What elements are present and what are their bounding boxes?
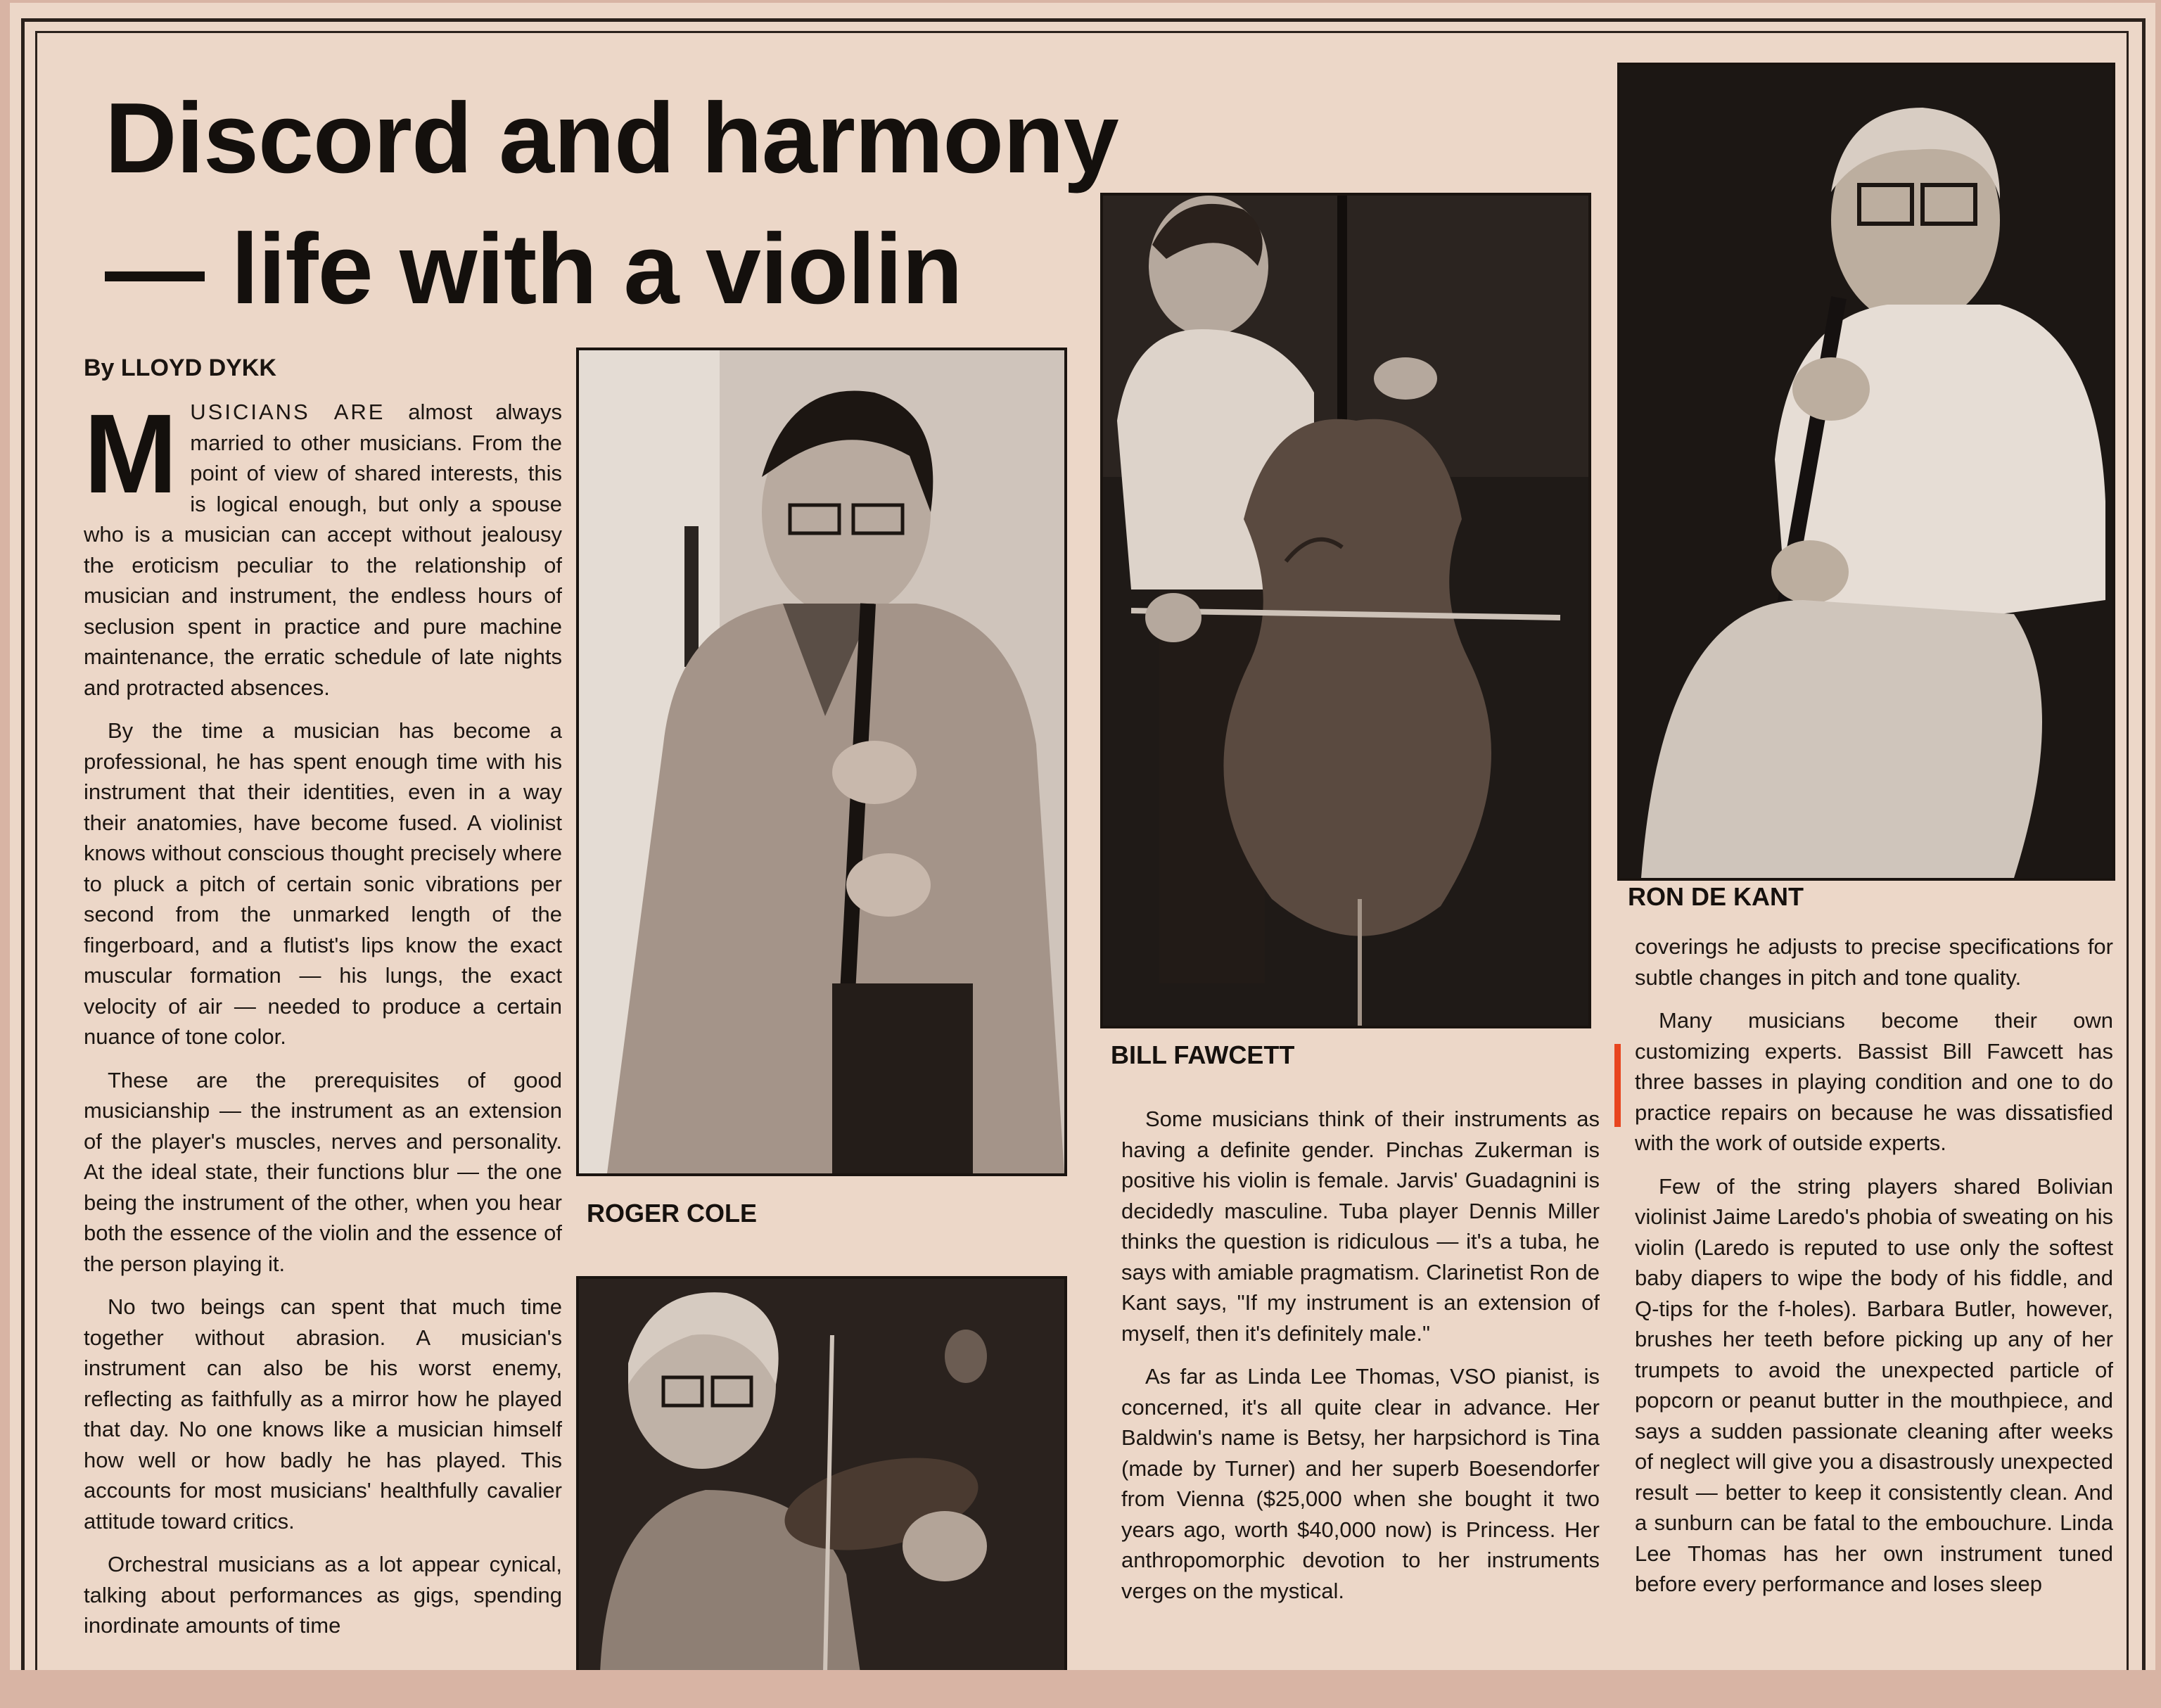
lead-paragraph [84, 397, 562, 703]
paragraph: As far as Linda Lee Thomas, VSO pianist, is concerned, it's all quite clear in advance. Her Baldwin's name is Betsy, her harpsichord is Tina (made by Turner) and her superb Boesendorfer from Vienna ($25,000 when she bought it two years ago, worth $40,000 now) is Princess. Her anthropomorphic devotion to her instruments verges on the mystical. [1121, 1364, 1600, 1603]
column-3 [1121, 1104, 1600, 1645]
caption-ron-de-kant: RON DE KANT [1628, 882, 1804, 911]
paragraph: Some musicians think of their instruments as having a definite gender. Pinchas Zukerman is positive his violin is female. Jarvis' Guadagnini is decidedly masculine. Tuba player Dennis Miller thinks the question is ridiculous — it's a tuba, he says with amiable pragmatism. Clarinetist Ron de Kant says, "If my instrument is an extension of myself, then it's definitely male." [1121, 1107, 1600, 1346]
photo-bill-fawcett [1100, 193, 1591, 1028]
highlight-marker [1614, 1044, 1621, 1127]
paragraph: Many musicians become their own customizing experts. Bassist Bill Fawcett has three basses in playing condition and one to do practice repairs on because he was dissatisfied with the work of outside experts. [1635, 1008, 2113, 1155]
caption-roger-cole: ROGER COLE [587, 1199, 758, 1228]
drop-cap: M [84, 397, 178, 516]
column-1 [84, 397, 562, 1670]
newspaper-clipping [10, 3, 2155, 1670]
paragraph: coverings he adjusts to precise specifications for subtle changes in pitch and tone quality. [1635, 934, 2113, 990]
column-4 [1635, 931, 2113, 1642]
paragraph: By the time a musician has become a professional, he has spent enough time with his instrument that their identities, even in a way their anatomies, have become fused. A violinist knows without conscious thought precisely where to pluck a pitch of certain sonic vibrations per second from the unmarked length of the fingerboard, and a flutist's lips know the exact muscular formation — his lungs, the exact velocity of air — needed to produce a certain nuance of tone color. [84, 718, 562, 1049]
lead-text: almost always married to other musicians. From the point of view of shared interests, this is logical enough, but only a spouse who is a musician can accept without jealousy the eroticism peculiar to the relationship of musician and instrument, the endless hours of seclusion spent in practice and pure machine maintenance, the erratic schedule of late nights and protracted absences. [84, 400, 562, 700]
oboe-player-image [579, 350, 1064, 1173]
lead-caps: USICIANS ARE [190, 400, 385, 424]
violinist-image [579, 1279, 1064, 1670]
bassist-image [1103, 196, 1588, 1026]
headline-line-1: Discord and harmony [105, 82, 1118, 194]
byline: By LLOYD DYKK [84, 355, 276, 381]
paragraph: Few of the string players shared Bolivian violinist Jaime Laredo's phobia of sweating on his violin (Laredo is reputed to use only the softest baby diapers to wipe the body of his fiddle, and Q-tips for the f-holes). Barbara Butler, however, brushes her teeth before picking up any of her trumpets to avoid the unexpected particle of popcorn or peanut butter in the mouthpiece, and says a sudden passionate cleaning after weeks of neglect will give you a disastrously unexpected result — better to keep it consistently clean. And a sunburn can be fatal to the embouchure. Linda Lee Thomas has her own instrument tuned before every performance and loses sleep [1635, 1173, 2113, 1596]
paragraph: No two beings can spent that much time together without abrasion. A musician's instrument can also be his worst enemy, reflecting as faithfully as a mirror how he played that day. No one knows like a musician himself how well or how badly he has played. This accounts for most musicians' healthfully cavalier attitude toward critics. [84, 1294, 562, 1534]
paragraph: Orchestral musicians as a lot appear cynical, talking about performances as gigs, spending inordinate amounts of time [84, 1552, 562, 1638]
photo-ron-de-kant [1617, 63, 2115, 881]
clarinetist-image [1620, 65, 2112, 878]
photo-roger-cole [576, 348, 1067, 1176]
headline-line-2: — life with a violin [105, 213, 962, 325]
caption-bill-fawcett: BILL FAWCETT [1111, 1040, 1295, 1069]
photo-violinist [576, 1276, 1067, 1670]
headline [105, 73, 1258, 335]
paragraph: These are the prerequisites of good musicianship — the instrument as an extension of the player's muscles, nerves and personality. At the ideal state, their functions blur — the one being the instrument of the other, when you hear both the essence of the violin and the essence of the person playing it. [84, 1067, 562, 1276]
